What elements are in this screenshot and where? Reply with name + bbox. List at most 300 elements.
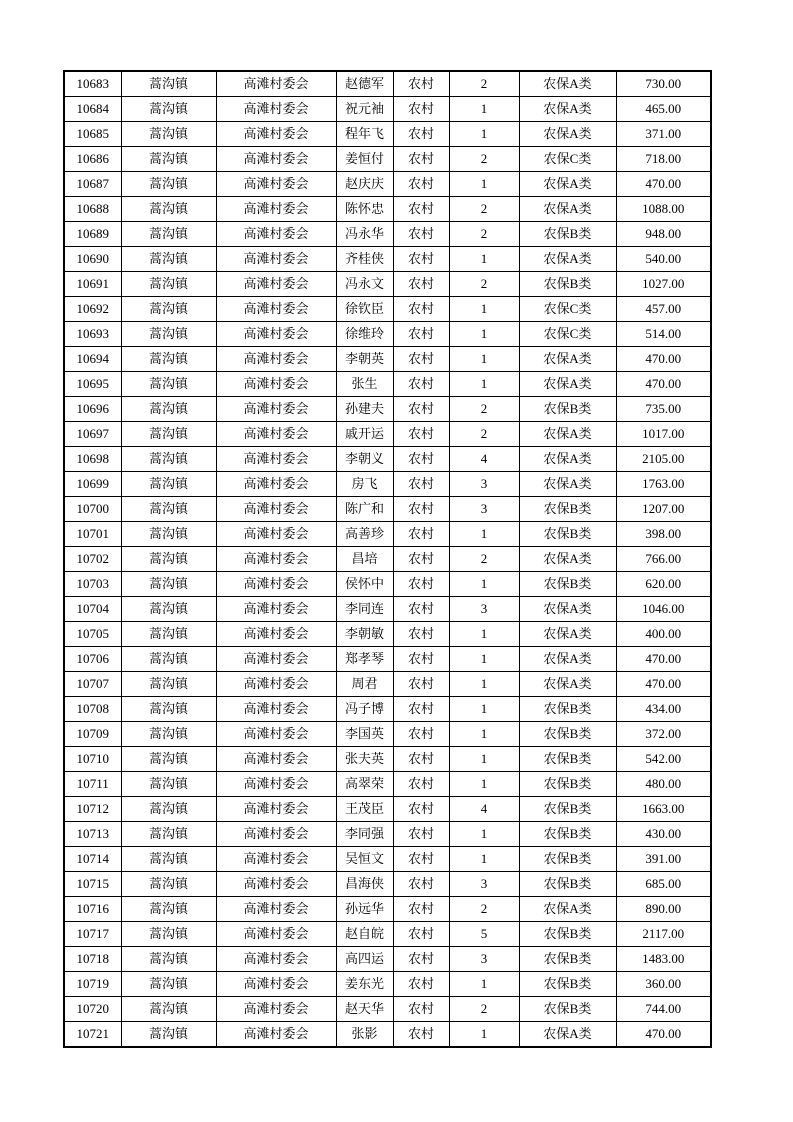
cell-amount: 766.00	[616, 547, 711, 572]
table-row	[64, 222, 711, 247]
cell-village-committee: 高滩村委会	[216, 697, 336, 722]
cell-insurance-category: 农保B类	[519, 997, 616, 1022]
cell-person-count: 2	[449, 272, 519, 297]
cell-serial-number: 10712	[64, 797, 121, 822]
cell-serial-number: 10710	[64, 747, 121, 772]
cell-village-committee: 高滩村委会	[216, 647, 336, 672]
cell-serial-number: 10717	[64, 922, 121, 947]
cell-village-committee: 高滩村委会	[216, 672, 336, 697]
cell-amount: 2105.00	[616, 447, 711, 472]
cell-serial-number: 10705	[64, 622, 121, 647]
cell-residence-type: 农村	[393, 797, 449, 822]
cell-village-committee: 高滩村委会	[216, 922, 336, 947]
table-row	[64, 797, 711, 822]
table-row	[64, 522, 711, 547]
cell-insurance-category: 农保B类	[519, 947, 616, 972]
cell-person-count: 1	[449, 822, 519, 847]
cell-serial-number: 10692	[64, 297, 121, 322]
cell-insurance-category: 农保A类	[519, 422, 616, 447]
cell-amount: 1663.00	[616, 797, 711, 822]
cell-person-name: 祝元袖	[336, 97, 393, 122]
cell-person-count: 2	[449, 397, 519, 422]
table-row	[64, 997, 711, 1022]
cell-person-count: 1	[449, 97, 519, 122]
cell-insurance-category: 农保A类	[519, 97, 616, 122]
cell-village-committee: 高滩村委会	[216, 122, 336, 147]
cell-residence-type: 农村	[393, 997, 449, 1022]
cell-residence-type: 农村	[393, 622, 449, 647]
cell-person-name: 高四运	[336, 947, 393, 972]
cell-amount: 470.00	[616, 672, 711, 697]
cell-person-count: 3	[449, 597, 519, 622]
cell-person-count: 1	[449, 672, 519, 697]
cell-person-count: 4	[449, 797, 519, 822]
cell-insurance-category: 农保B类	[519, 497, 616, 522]
cell-person-count: 1	[449, 172, 519, 197]
cell-village-committee: 高滩村委会	[216, 972, 336, 997]
cell-town: 蒿沟镇	[121, 497, 216, 522]
cell-town: 蒿沟镇	[121, 397, 216, 422]
cell-insurance-category: 农保C类	[519, 147, 616, 172]
cell-amount: 371.00	[616, 122, 711, 147]
cell-amount: 948.00	[616, 222, 711, 247]
cell-amount: 890.00	[616, 897, 711, 922]
cell-residence-type: 农村	[393, 897, 449, 922]
cell-amount: 744.00	[616, 997, 711, 1022]
cell-serial-number: 10696	[64, 397, 121, 422]
cell-serial-number: 10699	[64, 472, 121, 497]
cell-town: 蒿沟镇	[121, 172, 216, 197]
cell-village-committee: 高滩村委会	[216, 497, 336, 522]
cell-person-name: 陈广和	[336, 497, 393, 522]
cell-town: 蒿沟镇	[121, 222, 216, 247]
cell-amount: 470.00	[616, 172, 711, 197]
cell-serial-number: 10706	[64, 647, 121, 672]
cell-insurance-category: 农保A类	[519, 1022, 616, 1048]
cell-residence-type: 农村	[393, 247, 449, 272]
table-row	[64, 272, 711, 297]
cell-town: 蒿沟镇	[121, 71, 216, 97]
cell-person-name: 赵自皖	[336, 922, 393, 947]
cell-insurance-category: 农保B类	[519, 722, 616, 747]
table-row	[64, 697, 711, 722]
cell-amount: 470.00	[616, 647, 711, 672]
cell-person-name: 孙建夫	[336, 397, 393, 422]
table-row	[64, 172, 711, 197]
cell-person-name: 李同连	[336, 597, 393, 622]
cell-residence-type: 农村	[393, 597, 449, 622]
cell-amount: 514.00	[616, 322, 711, 347]
cell-town: 蒿沟镇	[121, 722, 216, 747]
table-row	[64, 147, 711, 172]
cell-amount: 434.00	[616, 697, 711, 722]
cell-serial-number: 10708	[64, 697, 121, 722]
cell-amount: 1088.00	[616, 197, 711, 222]
cell-person-name: 孙远华	[336, 897, 393, 922]
cell-serial-number: 10700	[64, 497, 121, 522]
cell-person-name: 张夫英	[336, 747, 393, 772]
cell-residence-type: 农村	[393, 1022, 449, 1048]
cell-person-count: 4	[449, 447, 519, 472]
cell-amount: 398.00	[616, 522, 711, 547]
table-row	[64, 747, 711, 772]
cell-serial-number: 10686	[64, 147, 121, 172]
cell-residence-type: 农村	[393, 222, 449, 247]
cell-insurance-category: 农保B类	[519, 847, 616, 872]
cell-serial-number: 10714	[64, 847, 121, 872]
table-row	[64, 247, 711, 272]
cell-residence-type: 农村	[393, 397, 449, 422]
cell-serial-number: 10690	[64, 247, 121, 272]
table-row	[64, 547, 711, 572]
cell-person-count: 1	[449, 972, 519, 997]
cell-village-committee: 高滩村委会	[216, 347, 336, 372]
cell-residence-type: 农村	[393, 172, 449, 197]
cell-person-name: 郑孝琴	[336, 647, 393, 672]
cell-person-count: 2	[449, 147, 519, 172]
table-row	[64, 572, 711, 597]
cell-residence-type: 农村	[393, 197, 449, 222]
cell-town: 蒿沟镇	[121, 422, 216, 447]
cell-person-name: 齐桂侠	[336, 247, 393, 272]
cell-village-committee: 高滩村委会	[216, 472, 336, 497]
cell-residence-type: 农村	[393, 497, 449, 522]
cell-person-count: 1	[449, 572, 519, 597]
table-row	[64, 197, 711, 222]
cell-town: 蒿沟镇	[121, 1022, 216, 1048]
cell-person-count: 1	[449, 122, 519, 147]
cell-person-name: 冯永文	[336, 272, 393, 297]
cell-person-count: 1	[449, 1022, 519, 1048]
cell-serial-number: 10715	[64, 872, 121, 897]
cell-person-count: 1	[449, 847, 519, 872]
cell-serial-number: 10693	[64, 322, 121, 347]
cell-insurance-category: 农保A类	[519, 172, 616, 197]
cell-person-name: 吴恒文	[336, 847, 393, 872]
cell-town: 蒿沟镇	[121, 122, 216, 147]
cell-person-count: 2	[449, 422, 519, 447]
cell-village-committee: 高滩村委会	[216, 297, 336, 322]
cell-person-name: 陈怀忠	[336, 197, 393, 222]
cell-amount: 480.00	[616, 772, 711, 797]
cell-person-name: 李朝英	[336, 347, 393, 372]
cell-town: 蒿沟镇	[121, 372, 216, 397]
cell-amount: 1207.00	[616, 497, 711, 522]
cell-insurance-category: 农保A类	[519, 372, 616, 397]
cell-town: 蒿沟镇	[121, 272, 216, 297]
cell-person-name: 赵德军	[336, 71, 393, 97]
cell-person-name: 李同强	[336, 822, 393, 847]
cell-serial-number: 10720	[64, 997, 121, 1022]
cell-insurance-category: 农保A类	[519, 472, 616, 497]
cell-village-committee: 高滩村委会	[216, 322, 336, 347]
cell-person-name: 房飞	[336, 472, 393, 497]
cell-serial-number: 10707	[64, 672, 121, 697]
table-row	[64, 297, 711, 322]
cell-insurance-category: 农保B类	[519, 797, 616, 822]
cell-residence-type: 农村	[393, 147, 449, 172]
cell-person-count: 2	[449, 197, 519, 222]
cell-town: 蒿沟镇	[121, 872, 216, 897]
cell-village-committee: 高滩村委会	[216, 572, 336, 597]
cell-serial-number: 10703	[64, 572, 121, 597]
cell-insurance-category: 农保C类	[519, 322, 616, 347]
cell-amount: 430.00	[616, 822, 711, 847]
table-row	[64, 922, 711, 947]
table-row	[64, 872, 711, 897]
cell-serial-number: 10702	[64, 547, 121, 572]
cell-serial-number: 10683	[64, 71, 121, 97]
cell-amount: 730.00	[616, 71, 711, 97]
cell-insurance-category: 农保A类	[519, 122, 616, 147]
cell-amount: 1017.00	[616, 422, 711, 447]
cell-person-name: 侯怀中	[336, 572, 393, 597]
cell-serial-number: 10718	[64, 947, 121, 972]
cell-serial-number: 10701	[64, 522, 121, 547]
cell-town: 蒿沟镇	[121, 522, 216, 547]
cell-residence-type: 农村	[393, 647, 449, 672]
cell-town: 蒿沟镇	[121, 672, 216, 697]
cell-person-count: 2	[449, 222, 519, 247]
pension-payment-table	[63, 70, 712, 1048]
cell-person-count: 1	[449, 347, 519, 372]
cell-person-name: 姜东光	[336, 972, 393, 997]
cell-person-count: 1	[449, 697, 519, 722]
cell-insurance-category: 农保A类	[519, 622, 616, 647]
cell-town: 蒿沟镇	[121, 597, 216, 622]
cell-town: 蒿沟镇	[121, 847, 216, 872]
cell-village-committee: 高滩村委会	[216, 872, 336, 897]
cell-village-committee: 高滩村委会	[216, 172, 336, 197]
cell-village-committee: 高滩村委会	[216, 1022, 336, 1048]
cell-amount: 470.00	[616, 372, 711, 397]
cell-serial-number: 10684	[64, 97, 121, 122]
cell-town: 蒿沟镇	[121, 447, 216, 472]
table-row	[64, 372, 711, 397]
cell-amount: 1763.00	[616, 472, 711, 497]
cell-person-name: 张影	[336, 1022, 393, 1048]
cell-town: 蒿沟镇	[121, 697, 216, 722]
cell-person-name: 姜恒付	[336, 147, 393, 172]
cell-town: 蒿沟镇	[121, 147, 216, 172]
cell-village-committee: 高滩村委会	[216, 622, 336, 647]
cell-insurance-category: 农保B类	[519, 872, 616, 897]
table-body	[64, 71, 711, 1047]
table-row	[64, 772, 711, 797]
cell-insurance-category: 农保B类	[519, 222, 616, 247]
cell-village-committee: 高滩村委会	[216, 847, 336, 872]
table-row	[64, 497, 711, 522]
cell-amount: 391.00	[616, 847, 711, 872]
cell-village-committee: 高滩村委会	[216, 197, 336, 222]
cell-insurance-category: 农保A类	[519, 597, 616, 622]
cell-amount: 400.00	[616, 622, 711, 647]
cell-residence-type: 农村	[393, 672, 449, 697]
cell-person-name: 周君	[336, 672, 393, 697]
cell-residence-type: 农村	[393, 922, 449, 947]
table-row	[64, 597, 711, 622]
table-row	[64, 472, 711, 497]
cell-town: 蒿沟镇	[121, 922, 216, 947]
cell-village-committee: 高滩村委会	[216, 272, 336, 297]
cell-residence-type: 农村	[393, 272, 449, 297]
cell-insurance-category: 农保A类	[519, 347, 616, 372]
cell-person-name: 徐钦臣	[336, 297, 393, 322]
table-row	[64, 122, 711, 147]
cell-serial-number: 10688	[64, 197, 121, 222]
cell-serial-number: 10695	[64, 372, 121, 397]
cell-residence-type: 农村	[393, 522, 449, 547]
table-row	[64, 322, 711, 347]
cell-serial-number: 10697	[64, 422, 121, 447]
cell-serial-number: 10685	[64, 122, 121, 147]
cell-village-committee: 高滩村委会	[216, 722, 336, 747]
cell-person-name: 赵天华	[336, 997, 393, 1022]
cell-amount: 718.00	[616, 147, 711, 172]
cell-village-committee: 高滩村委会	[216, 71, 336, 97]
cell-residence-type: 农村	[393, 872, 449, 897]
cell-village-committee: 高滩村委会	[216, 247, 336, 272]
table-row	[64, 647, 711, 672]
cell-residence-type: 农村	[393, 747, 449, 772]
cell-insurance-category: 农保B类	[519, 747, 616, 772]
table-row	[64, 847, 711, 872]
cell-town: 蒿沟镇	[121, 97, 216, 122]
cell-residence-type: 农村	[393, 297, 449, 322]
cell-village-committee: 高滩村委会	[216, 797, 336, 822]
cell-insurance-category: 农保B类	[519, 397, 616, 422]
cell-town: 蒿沟镇	[121, 572, 216, 597]
cell-village-committee: 高滩村委会	[216, 222, 336, 247]
table-row	[64, 672, 711, 697]
cell-amount: 685.00	[616, 872, 711, 897]
cell-person-count: 3	[449, 872, 519, 897]
table-row	[64, 97, 711, 122]
cell-town: 蒿沟镇	[121, 997, 216, 1022]
cell-amount: 360.00	[616, 972, 711, 997]
cell-person-name: 高翠荣	[336, 772, 393, 797]
cell-residence-type: 农村	[393, 547, 449, 572]
cell-insurance-category: 农保A类	[519, 547, 616, 572]
cell-residence-type: 农村	[393, 772, 449, 797]
cell-person-count: 1	[449, 322, 519, 347]
cell-serial-number: 10716	[64, 897, 121, 922]
cell-town: 蒿沟镇	[121, 322, 216, 347]
table-row	[64, 1022, 711, 1048]
cell-town: 蒿沟镇	[121, 897, 216, 922]
cell-amount: 620.00	[616, 572, 711, 597]
cell-person-name: 赵庆庆	[336, 172, 393, 197]
cell-residence-type: 农村	[393, 322, 449, 347]
cell-person-name: 王茂臣	[336, 797, 393, 822]
cell-insurance-category: 农保B类	[519, 522, 616, 547]
cell-person-name: 冯子博	[336, 697, 393, 722]
cell-amount: 2117.00	[616, 922, 711, 947]
cell-serial-number: 10694	[64, 347, 121, 372]
cell-town: 蒿沟镇	[121, 197, 216, 222]
cell-town: 蒿沟镇	[121, 747, 216, 772]
cell-residence-type: 农村	[393, 472, 449, 497]
cell-amount: 470.00	[616, 347, 711, 372]
cell-insurance-category: 农保A类	[519, 447, 616, 472]
table-row	[64, 71, 711, 97]
cell-serial-number: 10698	[64, 447, 121, 472]
cell-village-committee: 高滩村委会	[216, 522, 336, 547]
cell-amount: 457.00	[616, 297, 711, 322]
cell-village-committee: 高滩村委会	[216, 422, 336, 447]
cell-insurance-category: 农保B类	[519, 972, 616, 997]
cell-person-count: 5	[449, 922, 519, 947]
cell-person-count: 2	[449, 897, 519, 922]
cell-person-count: 1	[449, 522, 519, 547]
cell-residence-type: 农村	[393, 722, 449, 747]
cell-town: 蒿沟镇	[121, 972, 216, 997]
cell-insurance-category: 农保A类	[519, 897, 616, 922]
cell-person-count: 1	[449, 297, 519, 322]
cell-village-committee: 高滩村委会	[216, 597, 336, 622]
cell-person-name: 李朝敏	[336, 622, 393, 647]
cell-town: 蒿沟镇	[121, 947, 216, 972]
table-row	[64, 447, 711, 472]
table-row	[64, 947, 711, 972]
cell-village-committee: 高滩村委会	[216, 147, 336, 172]
cell-person-name: 李朝义	[336, 447, 393, 472]
cell-serial-number: 10719	[64, 972, 121, 997]
cell-person-count: 3	[449, 472, 519, 497]
cell-serial-number: 10691	[64, 272, 121, 297]
cell-amount: 735.00	[616, 397, 711, 422]
cell-amount: 1046.00	[616, 597, 711, 622]
cell-person-name: 程年飞	[336, 122, 393, 147]
cell-village-committee: 高滩村委会	[216, 997, 336, 1022]
cell-village-committee: 高滩村委会	[216, 772, 336, 797]
cell-person-count: 2	[449, 997, 519, 1022]
cell-person-name: 高善珍	[336, 522, 393, 547]
cell-person-count: 3	[449, 497, 519, 522]
cell-insurance-category: 农保C类	[519, 297, 616, 322]
cell-residence-type: 农村	[393, 947, 449, 972]
cell-person-name: 徐维玲	[336, 322, 393, 347]
cell-town: 蒿沟镇	[121, 547, 216, 572]
cell-person-count: 3	[449, 947, 519, 972]
cell-town: 蒿沟镇	[121, 472, 216, 497]
cell-serial-number: 10713	[64, 822, 121, 847]
cell-insurance-category: 农保A类	[519, 647, 616, 672]
cell-residence-type: 农村	[393, 847, 449, 872]
cell-person-count: 1	[449, 247, 519, 272]
cell-residence-type: 农村	[393, 97, 449, 122]
cell-town: 蒿沟镇	[121, 772, 216, 797]
cell-insurance-category: 农保A类	[519, 672, 616, 697]
cell-amount: 372.00	[616, 722, 711, 747]
cell-insurance-category: 农保B类	[519, 572, 616, 597]
cell-residence-type: 农村	[393, 447, 449, 472]
cell-insurance-category: 农保A类	[519, 71, 616, 97]
table-row	[64, 822, 711, 847]
cell-person-count: 2	[449, 547, 519, 572]
cell-serial-number: 10709	[64, 722, 121, 747]
cell-person-count: 1	[449, 647, 519, 672]
cell-person-name: 冯永华	[336, 222, 393, 247]
cell-residence-type: 农村	[393, 71, 449, 97]
cell-serial-number: 10704	[64, 597, 121, 622]
cell-person-name: 昌海侠	[336, 872, 393, 897]
cell-village-committee: 高滩村委会	[216, 822, 336, 847]
cell-insurance-category: 农保B类	[519, 697, 616, 722]
cell-town: 蒿沟镇	[121, 247, 216, 272]
cell-residence-type: 农村	[393, 122, 449, 147]
cell-amount: 542.00	[616, 747, 711, 772]
